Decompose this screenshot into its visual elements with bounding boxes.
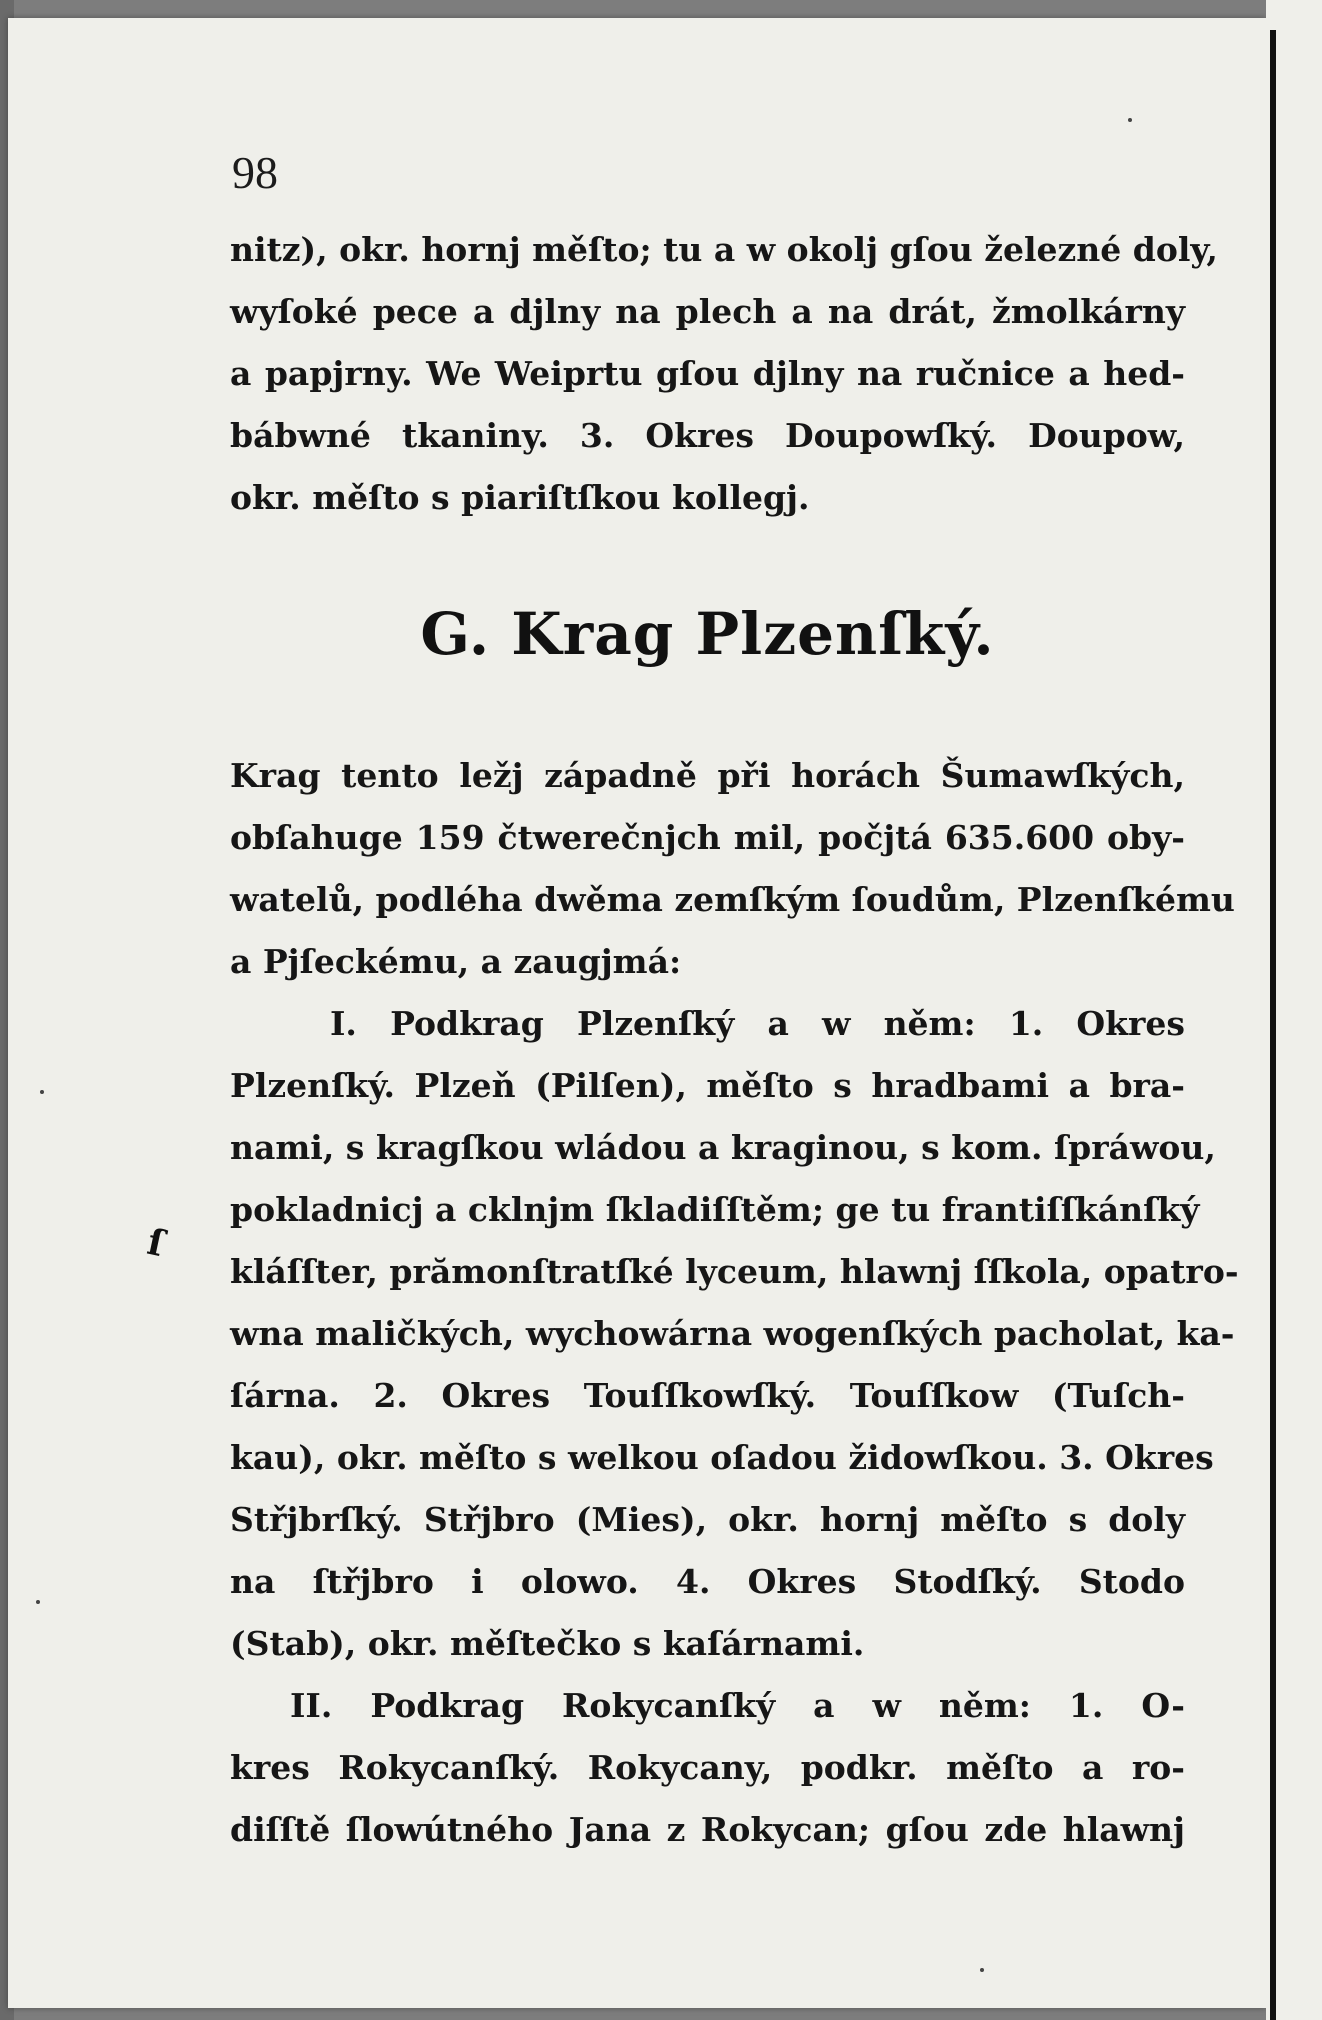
paper-speck: [980, 1968, 984, 1972]
text-line: ſárna. 2. Okres Touſſkowſký. Touſſkow (Tuſch-: [230, 1376, 1185, 1415]
text-line: pokladnicj a cklnjm ſkladiſſtěm; ge tu frantiſſkánſký: [230, 1190, 1200, 1229]
text-line: na ſtřjbro i olowo. 4. Okres Stodſký. Stodo: [230, 1562, 1185, 1601]
page-gutter-line: [1270, 30, 1276, 2020]
page-number: 98: [232, 147, 278, 198]
paper-speck: [36, 1600, 40, 1604]
section-heading: G. Krag Plzenſký.: [420, 600, 995, 668]
text-line: bábwné tkaniny. 3. Okres Doupowſký. Doupow,: [230, 416, 1185, 455]
paper-speck: [1128, 118, 1132, 122]
text-line: kres Rokycanſký. Rokycany, podkr. měſto a ro-: [230, 1748, 1185, 1787]
text-line: nami, s kragſkou wládou a kraginou, s kom. ſpráwou,: [230, 1128, 1216, 1167]
text-line: a papjrny. We Weiprtu gſou djlny na ručnice a hed-: [230, 354, 1185, 393]
text-line: diſſtě ſlowútného Jana z Rokycan; gſou zde hlawnj: [230, 1810, 1185, 1849]
text-line: obſahuge 159 čtwerečnjch mil, počjtá 635.600 oby-: [230, 818, 1185, 857]
text-line: kláſſter, prămonſtratſké lyceum, hlawnj ſſkola, opatro-: [230, 1252, 1239, 1291]
subsection-line: II. Podkrag Rokycanſký a w něm: 1. O-: [290, 1686, 1185, 1725]
text-line: watelů, podléha dwěma zemſkým ſoudům, Plzenſkému: [230, 880, 1235, 919]
text-line: Plzenſký. Plzeň (Pilſen), měſto s hradbami a bra-: [230, 1066, 1185, 1105]
text-line: wyſoké pece a djlny na plech a na drát, žmolkárny: [230, 292, 1185, 331]
text-line: kau), okr. měſto s welkou oſadou židowſkou. 3. Okres: [230, 1438, 1214, 1477]
text-line: (Stab), okr. měſtečko s kaſárnami.: [230, 1624, 865, 1663]
text-line: wna maličkých, wychowárna wogenſkých pacholat, ka-: [230, 1314, 1235, 1353]
margin-pencil-mark: ſ: [143, 1220, 168, 1266]
text-line: Krag tento ležj západně při horách Šumawſkých,: [230, 756, 1185, 795]
text-line: okr. měſto s piariſtſkou kollegj.: [230, 478, 810, 517]
text-line: a Pjſeckému, a zaugjmá:: [230, 942, 682, 981]
text-line: nitz), okr. hornj měſto; tu a w okolj gſou železné doly,: [230, 230, 1218, 269]
paper-speck: [40, 1090, 44, 1094]
subsection-line: I. Podkrag Plzenſký a w něm: 1. Okres: [330, 1004, 1185, 1043]
text-line: Střjbrſký. Střjbro (Mies), okr. hornj měſto s doly: [230, 1500, 1185, 1539]
